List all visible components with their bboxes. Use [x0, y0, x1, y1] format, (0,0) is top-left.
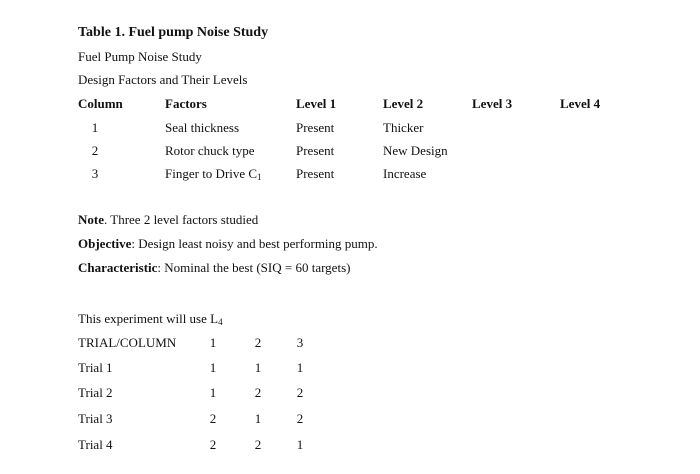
factor-row-3-level-2: Increase — [383, 166, 427, 181]
trial-3-col-2: 1 — [254, 411, 262, 426]
objective-label: Objective — [78, 236, 132, 251]
factor-row-2-level-1: Present — [296, 143, 335, 158]
trial-header-col-2: 2 — [254, 335, 262, 350]
factor-row-3-column: 3 — [91, 166, 99, 181]
experiment-subscript: 4 — [218, 317, 223, 327]
factor-row-3-factor-main: Finger to Drive C — [165, 166, 258, 181]
trial-2-col-1: 1 — [209, 385, 217, 400]
objective-line — [78, 236, 378, 252]
trial-4-col-2: 2 — [254, 437, 262, 452]
characteristic-line — [78, 260, 350, 276]
factor-row-3-factor-subscript: 1 — [257, 172, 262, 182]
factor-row-1-level-2: Thicker — [383, 120, 424, 135]
factor-row-1-column: 1 — [91, 120, 99, 135]
table-title: Table 1. Fuel pump Noise Study — [78, 25, 269, 40]
trial-header-col-3: 3 — [296, 335, 304, 350]
note-text: . Three 2 level factors studied — [104, 212, 259, 227]
trial-1-label: Trial 1 — [78, 360, 113, 375]
experiment-line — [78, 311, 223, 327]
header-factors: Factors — [165, 96, 207, 111]
note-label: Note — [78, 212, 104, 227]
factor-row-2-factor: Rotor chuck type — [165, 143, 255, 158]
header-column: Column — [78, 96, 123, 111]
header-level-1: Level 1 — [296, 96, 337, 111]
trial-2-col-3: 2 — [296, 385, 304, 400]
trial-3-col-1: 2 — [209, 411, 217, 426]
trial-3-col-3: 2 — [296, 411, 304, 426]
header-level-2: Level 2 — [383, 96, 424, 111]
trial-2-label: Trial 2 — [78, 385, 113, 400]
factor-row-2-column: 2 — [91, 143, 99, 158]
factor-row-1-level-1: Present — [296, 120, 335, 135]
trial-1-col-2: 1 — [254, 360, 262, 375]
objective-text: : Design least noisy and best performing pump. — [131, 236, 378, 251]
characteristic-text: : Nominal the best (SIQ = 60 targets) — [157, 260, 351, 275]
trial-1-col-1: 1 — [209, 360, 217, 375]
header-level-3: Level 3 — [472, 96, 513, 111]
trial-3-label: Trial 3 — [78, 411, 113, 426]
trial-header-col-1: 1 — [209, 335, 217, 350]
note-line — [78, 212, 258, 228]
trial-2-col-2: 2 — [254, 385, 262, 400]
trial-4-col-3: 1 — [296, 437, 304, 452]
trial-4-label: Trial 4 — [78, 437, 113, 452]
trial-1-col-3: 1 — [296, 360, 304, 375]
section-heading: Design Factors and Their Levels — [78, 72, 248, 87]
experiment-text: This experiment will use L — [78, 311, 219, 326]
characteristic-label: Characteristic — [78, 260, 158, 275]
factor-row-2-level-2: New Design — [383, 143, 448, 158]
header-level-4: Level 4 — [560, 96, 601, 111]
factor-row-1-factor: Seal thickness — [165, 120, 240, 135]
factor-row-3-factor — [165, 166, 262, 182]
factor-row-3-level-1: Present — [296, 166, 335, 181]
trial-4-col-1: 2 — [209, 437, 217, 452]
subtitle: Fuel Pump Noise Study — [78, 49, 202, 64]
trial-header-label: TRIAL/COLUMN — [78, 335, 177, 350]
